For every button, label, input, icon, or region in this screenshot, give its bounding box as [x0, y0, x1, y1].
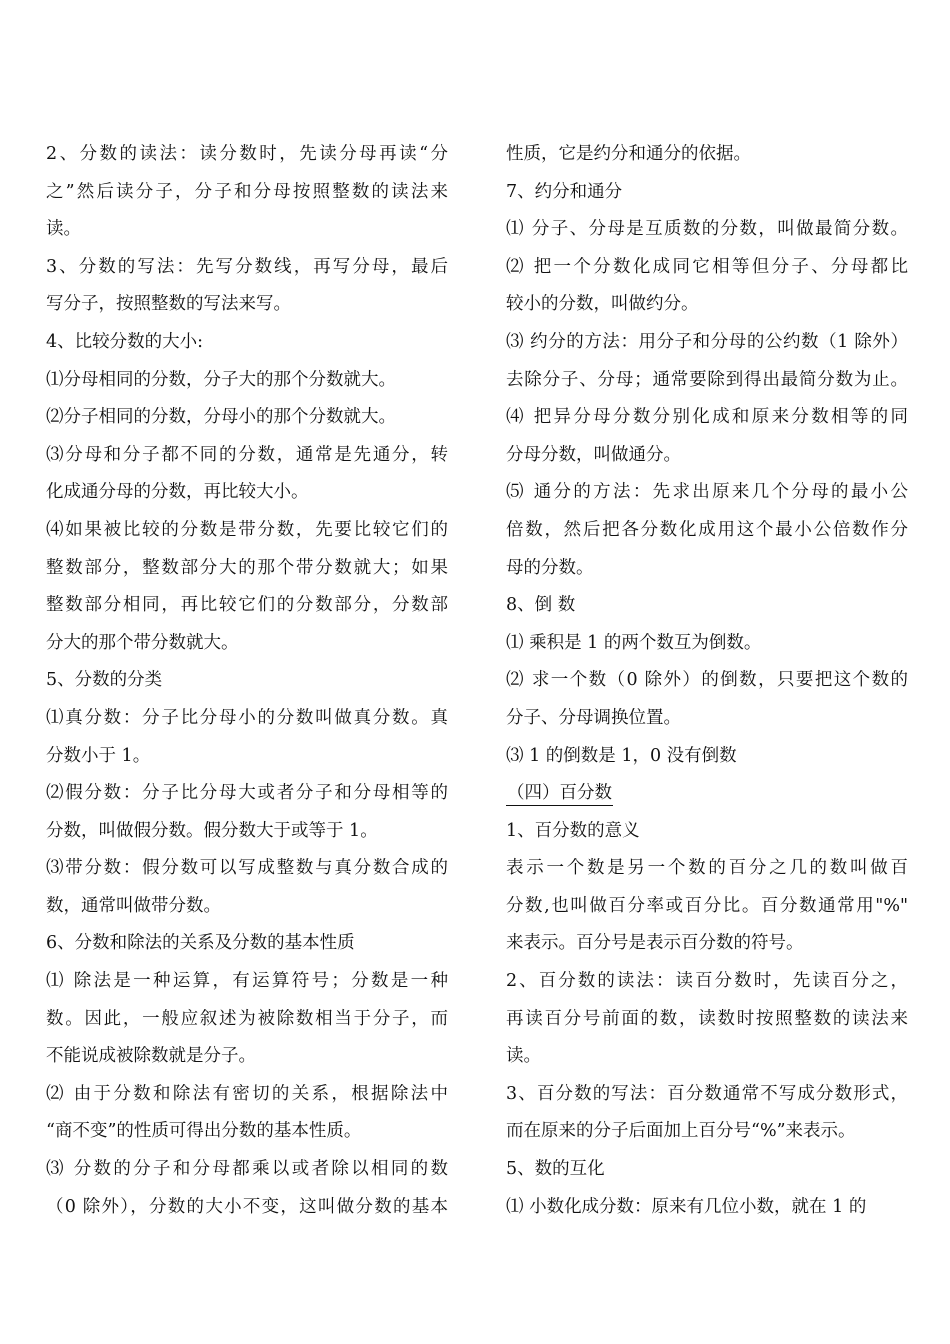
text-line: 再读百分号前面的数，读数时按照整数的读法来	[506, 1008, 908, 1029]
text-line: ⑶分母和分子都不同的分数，通常是先通分，转	[46, 444, 448, 465]
text-line: ⑶ 约分的方法：用分子和分母的公约数（1 除外）	[506, 331, 908, 352]
text-line	[506, 775, 908, 813]
text-line: 4、比较分数的大小:	[46, 331, 204, 352]
text-line: 读。	[46, 219, 81, 240]
text-line: ⑵假分数：分子比分母大或者分子和分母相等的	[46, 783, 448, 804]
text-line: ⑴ 小数化成分数：原来有几位小数，就在 1 的	[506, 1196, 867, 1217]
text-line: 6、分数和除法的关系及分数的基本性质	[46, 933, 355, 954]
text-line: 而在原来的分子后面加上百分号“%”来表示。	[506, 1121, 856, 1142]
text-line: ⑶带分数：假分数可以写成整数与真分数合成的	[46, 858, 448, 879]
text-line: ⑴ 乘积是 1 的两个数互为倒数。	[506, 632, 762, 653]
text-line: 整数部分，整数部分大的那个带分数就大；如果	[46, 557, 448, 578]
text-line: 1、百分数的意义	[506, 820, 640, 841]
text-line: 分数小于 1。	[46, 745, 151, 766]
text-line: 不能说成被除数就是分子。	[46, 1046, 256, 1067]
text-line: 去除分子、分母；通常要除到得出最简分数为止。	[506, 369, 908, 390]
text-line: 分数，叫做假分数。假分数大于或等于 1。	[46, 820, 378, 841]
text-line: 表示一个数是另一个数的百分之几的数叫做百	[506, 858, 908, 879]
text-line: 读。	[506, 1046, 541, 1067]
text-line: 来表示。百分号是表示百分数的符号。	[506, 933, 804, 954]
text-line: 数。因此，一般应叙述为被除数相当于分子，而	[46, 1008, 448, 1029]
text-line: “商不变”的性质可得出分数的基本性质。	[46, 1121, 362, 1142]
text-line: 写分子，按照整数的写法来写。	[46, 294, 291, 315]
text-line: 较小的分数，叫做约分。	[506, 294, 699, 315]
text-line: ⑷ 把异分母分数分别化成和原来分数相等的同	[506, 407, 908, 428]
text-line: 2、百分数的读法：读百分数时，先读百分之，	[506, 971, 908, 992]
text-line: 分大的那个带分数就大。	[46, 632, 239, 653]
text-line: 整数部分相同，再比较它们的分数部分，分数部	[46, 595, 448, 616]
text-line: 5、分数的分类	[46, 670, 163, 691]
text-line: ⑴分母相同的分数，分子大的那个分数就大。	[46, 369, 396, 390]
text-line: ⑴真分数：分子比分母小的分数叫做真分数。真	[46, 707, 448, 728]
text-line: 分子、分母调换位置。	[506, 707, 681, 728]
text-line: ⑵ 求一个数（0 除外）的倒数，只要把这个数的	[506, 670, 908, 691]
text-line: ⑶ 分数的分子和分母都乘以或者除以相同的数	[46, 1159, 448, 1180]
text-line: 性质，它是约分和通分的依据。	[506, 144, 751, 164]
text-line: ⑴ 除法是一种运算，有运算符号；分数是一种	[46, 971, 448, 992]
text-line: （0 除外），分数的大小不变，这叫做分数的基本	[46, 1196, 448, 1217]
text-line: 7、约分和通分	[506, 181, 623, 202]
text-line: ⑴ 分子、分母是互质数的分数，叫做最简分数。	[506, 219, 908, 240]
text-line: 分数,也叫做百分率或百分比。百分数通常用"%"	[506, 895, 908, 916]
text-line: 8、倒 数	[506, 595, 576, 616]
text-line: ⑵ 由于分数和除法有密切的关系，根据除法中	[46, 1083, 448, 1104]
text-line: ⑸ 通分的方法：先求出原来几个分母的最小公	[506, 482, 908, 503]
text-line: 化成通分母的分数，再比较大小。	[46, 482, 309, 503]
text-line: 母的分数。	[506, 557, 594, 578]
text-line: 分母分数，叫做通分。	[506, 444, 681, 465]
text-line: ⑷如果被比较的分数是带分数，先要比较它们的	[46, 519, 448, 540]
section-heading: （四）百分数	[506, 781, 613, 806]
text-line: 5、数的互化	[506, 1159, 605, 1180]
text-line: 之”然后读分子，分子和分母按照整数的读法来	[46, 181, 448, 202]
text-line: 2、分数的读法：读分数时，先读分母再读“分	[46, 144, 448, 164]
right-column	[506, 136, 908, 1226]
left-column	[46, 136, 448, 1226]
text-line: 倍数，然后把各分数化成用这个最小公倍数作分	[506, 519, 908, 540]
text-line: 3、百分数的写法：百分数通常不写成分数形式，	[506, 1083, 908, 1104]
text-line: 数，通常叫做带分数。	[46, 895, 221, 916]
text-line: ⑵ 把一个分数化成同它相等但分子、分母都比	[506, 256, 908, 277]
text-line: 3、分数的写法：先写分数线，再写分母，最后	[46, 256, 448, 277]
text-line: ⑶ 1 的倒数是 1，0 没有倒数	[506, 745, 737, 766]
text-line: ⑵分子相同的分数，分母小的那个分数就大。	[46, 407, 396, 428]
